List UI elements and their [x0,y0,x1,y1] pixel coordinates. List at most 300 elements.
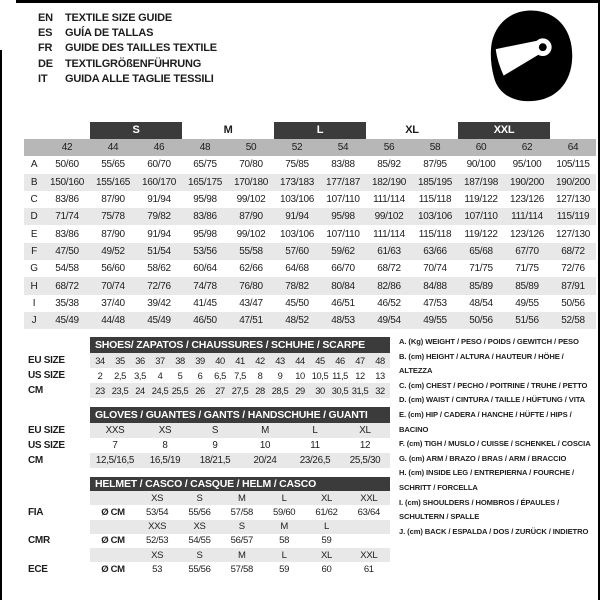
size-value: 48/54 [469,297,493,309]
size-value: 72/76 [561,263,585,275]
gloves-values [90,423,390,438]
helmet-size-label: XS [151,492,164,504]
measure-letter: A [30,159,38,171]
size-value: 6,5 [214,370,226,381]
size-value: 62/66 [239,263,263,275]
size-value: 57/60 [285,245,309,257]
size-value: 10 [259,440,271,451]
size-value: 75/78 [101,211,125,223]
size-value: 55/58 [239,245,263,257]
size-value: 83/86 [193,211,217,223]
helmet-value: 56/57 [230,535,253,547]
size-value: 35/38 [55,297,79,309]
helmet-size-label: XXL [360,492,378,504]
size-value: 55/65 [101,159,125,171]
size-value: XXS [105,425,125,436]
unit-label: Ø CM [101,535,125,547]
measure-letter: H [30,280,38,292]
size-value: 87/95 [423,159,447,171]
size-value: 37 [155,355,165,366]
size-value: 36 [135,355,145,366]
size-value: 111/114 [511,211,543,223]
size-band-row [24,121,596,139]
helmet-values [90,562,390,576]
helmet-value: 57/58 [230,563,253,575]
size-value: 82/86 [377,280,401,292]
size-value: 7,5 [234,370,246,381]
org-label: ECE [28,563,48,575]
helmet-size-label: XS [193,521,206,533]
size-value: 155/165 [95,176,131,188]
size-value: L [312,425,318,436]
size-value: 71/74 [55,211,79,223]
size-value: 65/75 [193,159,217,171]
size-value: 103/106 [279,228,315,240]
language-title: TEXTILGRÖßENFÜHRUNG [65,57,202,70]
measurement-legend [399,335,596,539]
size-value: 46 [335,355,345,366]
measure-letter: F [31,245,37,257]
helmet-size-row [28,520,390,534]
size-value: 185/195 [417,176,453,188]
helmet-value: 59 [279,563,290,575]
helmet-values [90,534,390,548]
size-value: 165/175 [187,176,223,188]
size-value: 45 [315,355,325,366]
size-value: 49/55 [515,297,539,309]
size-band-xl: XL [405,124,419,136]
legend-item: G. (cm) ARM / BRAZO / BRAS / ARM / BRACCIO [399,453,567,463]
size-row-b [24,174,596,191]
size-value: 99/102 [236,194,266,206]
size-value: 31,5 [351,385,369,396]
size-value: 127/130 [555,194,591,206]
unit-label: Ø CM [101,506,125,518]
shoes-values [90,368,390,383]
size-value: 70/80 [239,159,263,171]
size-value: 105/115 [556,159,590,171]
size-value: 2,5 [114,370,126,381]
helmet-value: 55/56 [188,506,211,518]
size-value: 46/51 [331,297,355,309]
helmet-value: 55/56 [188,563,211,575]
size-value: 91/94 [147,194,171,206]
size-value: 123/126 [509,194,545,206]
size-value: 47 [355,355,365,366]
size-row-a [24,156,596,173]
size-value: 177/187 [325,176,361,188]
size-column-header: 42 [61,142,73,154]
size-value: 83/88 [331,159,355,171]
size-value: 9 [277,370,283,381]
helmet-values [90,505,390,519]
size-row-j [24,312,596,329]
size-value: 95/98 [193,228,217,240]
size-value: 90/100 [466,159,496,171]
helmet-value: 52/53 [146,535,169,547]
gloves-title: GLOVES / GUANTES / GANTS / HANDSCHUHE / GUANTI [90,407,390,423]
size-value: 87/90 [101,228,125,240]
size-value: 107/110 [326,228,360,240]
legend-item: H. (cm) INSIDE LEG / ENTREPIERNA / FOURCHE / SCHRITT / FORCELLA [399,468,575,492]
size-value: 3,5 [134,370,146,381]
size-value: 76/80 [239,280,263,292]
size-value: 50/56 [561,297,585,309]
size-value: 47/51 [239,315,263,327]
size-value: 40 [215,355,225,366]
size-value: 24 [135,385,145,396]
size-value: 91/94 [285,211,309,223]
size-number-row [24,139,596,156]
language-code: EN [38,12,53,24]
size-value: 46/50 [193,315,217,327]
size-value: 23,5 [111,385,129,396]
gloves-row [28,438,390,453]
shoes-row [28,368,390,383]
size-value: 50/60 [55,159,79,171]
size-value: 30,5 [331,385,349,396]
legend-item: J. (cm) BACK / ESPALDA / DOS / ZURÜCK / INDIETRO [399,526,589,536]
size-value: 8 [257,370,263,381]
size-value: 53/56 [193,245,217,257]
size-value: 28 [255,385,265,396]
size-value: 27 [215,385,225,396]
legend-item: E. (cm) HIP / CADERA / HANCHE / HÜFTE / HIPS / BACINO [399,409,572,434]
helmet-value: 54/55 [188,535,211,547]
language-code: FR [38,42,53,55]
size-value: M [261,425,269,436]
size-value: 68/72 [377,263,401,275]
spacer [28,548,90,562]
size-band-m: M [223,124,233,136]
size-value: 74/78 [193,280,217,292]
language-code: ES [38,27,53,40]
size-value: 84/88 [423,280,447,292]
size-value: 190/200 [555,176,591,188]
row-label: US SIZE [28,440,65,451]
size-value: 182/190 [371,176,407,188]
size-column-header: 64 [567,142,579,154]
shoes-values [90,383,390,398]
size-value: 79/82 [147,211,171,223]
helmet-size-label: XL [320,492,332,504]
language-row [38,57,217,72]
size-value: 8 [162,440,168,451]
size-value: 24,5 [151,385,169,396]
size-value: 91/94 [147,228,171,240]
size-column-header: 52 [291,142,303,154]
size-value: 87/90 [239,211,263,223]
size-value: 66/70 [331,263,355,275]
unit-label: Ø CM [101,563,125,575]
spacer [28,337,90,353]
racing-helmet-icon [477,7,589,110]
shoes-header-row [28,337,390,353]
helmet-value-row [28,505,390,519]
helmet-size-label: L [324,521,329,533]
top-border [16,0,600,3]
size-value: 115/119 [556,211,590,223]
size-value: 70/74 [423,263,447,275]
size-value: 95/98 [193,194,217,206]
size-value: 107/110 [464,211,498,223]
size-value: 54/58 [55,263,79,275]
size-value: 107/110 [326,194,360,206]
helmet-size-label: XXL [360,549,378,561]
helmet-size-row [28,491,390,505]
size-value: 187/198 [463,176,499,188]
size-band-s: S [90,122,182,139]
size-value: 85/92 [377,159,401,171]
language-row [38,72,217,87]
measure-letter: B [30,176,38,188]
size-value: 111/114 [373,228,405,240]
size-value: 47/53 [423,297,447,309]
size-value: 99/102 [374,211,404,223]
size-column-header: 50 [245,142,257,154]
size-value: 11,5 [332,370,348,381]
spacer [28,491,90,505]
size-value: 80/84 [331,280,355,292]
size-value: 44/48 [101,315,125,327]
size-value: XS [158,425,172,436]
helmet-value: 59/60 [273,506,296,518]
measure-letter: G [30,263,38,275]
size-value: 28,5 [271,385,289,396]
size-value: 83/86 [55,228,79,240]
helmet-sizes [90,548,390,562]
size-value: 61/63 [377,245,401,257]
size-row-f [24,243,596,260]
language-title: TEXTILE SIZE GUIDE [65,12,173,24]
size-value: 34 [95,355,105,366]
size-value: 68/72 [561,245,585,257]
legend-item: C. (cm) CHEST / PECHO / POITRINE / TRUHE / PETTO [399,380,588,390]
size-value: 70/74 [101,280,125,292]
row-label: EU SIZE [28,355,65,366]
size-value: 119/122 [464,194,498,206]
size-value: 127/130 [555,228,591,240]
size-column-header: 58 [429,142,441,154]
shoes-size-table [28,337,390,398]
size-value: 4 [157,370,163,381]
size-column-header: 56 [383,142,395,154]
size-value: 71/75 [515,263,539,275]
size-value: 65/68 [469,245,493,257]
gloves-row [28,423,390,438]
helmet-size-label: M [238,549,246,561]
measure-letter: J [31,315,37,327]
org-label: CMR [28,535,50,547]
gloves-header-row [28,407,390,423]
size-value: 115/118 [418,228,452,240]
garment-size-table [24,121,596,329]
size-value: 7 [112,440,118,451]
size-value: 170/180 [233,176,269,188]
helmet-size-label: S [238,521,245,533]
row-label: CM [28,385,43,396]
size-value: 35 [115,355,125,366]
size-value: 18/21,5 [199,455,231,466]
size-value: 51/54 [147,245,171,257]
size-value: 13 [375,370,385,381]
size-column-header: 60 [475,142,487,154]
size-value: 78/82 [285,280,309,292]
size-row-e [24,225,596,242]
size-value: 45/49 [55,315,79,327]
measure-letter: E [30,228,38,240]
size-value: 56/60 [101,263,125,275]
helmet-size-label: S [196,492,203,504]
size-value: 25,5/30 [349,455,381,466]
spacer [28,407,90,423]
size-value: 49/54 [377,315,401,327]
size-row-h [24,277,596,294]
size-value: 23/26,5 [299,455,331,466]
size-value: 51/56 [515,315,539,327]
size-value: 5 [177,370,183,381]
measure-letter: D [30,211,38,223]
size-value: 87/90 [101,194,125,206]
size-value: 44 [295,355,305,366]
size-value: 45/49 [147,315,171,327]
size-value: 123/126 [509,228,545,240]
size-column-header: 54 [337,142,349,154]
gloves-row [28,453,390,468]
size-value: 64/68 [285,263,309,275]
helmet-sizes [90,491,390,505]
helmet-value: 58 [279,535,290,547]
helmet-value: 60 [321,563,332,575]
size-value: 59/62 [331,245,355,257]
size-value: 49/55 [423,315,447,327]
size-value: 43 [275,355,285,366]
size-value: 10,5 [311,370,329,381]
size-column-header: 46 [153,142,165,154]
helmet-size-label: L [281,549,287,561]
size-value: 38 [175,355,185,366]
measure-letter: I [32,297,36,309]
size-row-g [24,260,596,277]
helmet-size-label: S [196,549,203,561]
size-value: 95/100 [512,159,542,171]
size-value: 150/160 [49,176,85,188]
size-value: 190/200 [509,176,545,188]
size-value: 32 [375,385,385,396]
size-value: 43/47 [239,297,263,309]
language-row [38,11,217,26]
helmet-size-label: M [238,492,246,504]
language-row [38,41,217,56]
row-label: US SIZE [28,370,65,381]
size-value: 39/42 [147,297,171,309]
helmet-sizes [90,520,390,534]
row-label: EU SIZE [28,425,65,436]
size-value: 37/40 [101,297,125,309]
size-value: 27,5 [231,385,249,396]
size-value: 115/118 [418,194,452,206]
size-value: 48 [375,355,385,366]
language-code: DE [38,57,53,70]
shoes-values [90,353,390,368]
language-row [38,26,217,41]
size-value: 12 [359,440,371,451]
shoes-title: SHOES/ ZAPATOS / CHAUSSURES / SCHUHE / SCARPE [90,337,390,353]
size-row-d [24,208,596,225]
size-value: 63/66 [423,245,447,257]
size-value: 103/106 [417,211,453,223]
size-value: 10 [295,370,305,381]
size-value: 23 [95,385,105,396]
helmet-size-label: XS [151,549,164,561]
size-value: 58/62 [147,263,171,275]
size-value: S [211,425,219,436]
language-title: GUÍA DE TALLAS [65,27,154,40]
size-value: 99/102 [236,228,266,240]
size-value: 60/64 [193,263,217,275]
size-value: 11 [310,440,320,451]
legend-item: F. (cm) TIGH / MUSLO / CUISSE / SCHENKEL / COSCIA [399,439,591,449]
language-title: GUIDE DES TAILLES TEXTILE [65,42,217,55]
size-value: 50/56 [469,315,493,327]
size-value: 160/170 [141,176,177,188]
size-value: 42 [255,355,265,366]
helmet-value-row [28,562,390,576]
helmet-title: HELMET / CASCO / CASQUE / HELM / CASCO [90,477,390,491]
helmet-header-row [28,477,390,491]
size-value: 60/70 [147,159,171,171]
legend-item: I. (cm) SHOULDERS / HOMBROS / ÉPAULES / SCHULTERN / SPALLE [399,497,560,522]
shoes-row [28,383,390,398]
size-column-header: 44 [107,142,119,154]
size-row-c [24,191,596,208]
size-value: 2 [97,370,103,381]
helmet-value: 61 [363,563,374,575]
size-value: 68/72 [55,280,79,292]
size-value: 111/114 [373,194,405,206]
helmet-value: 53/54 [146,506,169,518]
size-row-i [24,295,596,312]
size-value: 12,5/16,5 [95,455,135,466]
helmet-value-row [28,534,390,548]
size-value: 41/45 [193,297,217,309]
size-value: 30 [315,385,325,396]
helmet-value: 61/62 [315,506,338,518]
size-value: 47/50 [55,245,79,257]
size-value: 6 [197,370,203,381]
size-value: 173/183 [279,176,315,188]
size-value: 72/76 [147,280,171,292]
size-value: 67/70 [515,245,539,257]
size-band-l: L [274,122,366,139]
measure-letter: C [30,194,38,206]
size-value: 41 [235,355,245,366]
helmet-value: 59 [321,535,332,547]
language-title-block [38,11,217,87]
size-value: 52/58 [561,315,585,327]
size-value: 71/75 [469,263,493,275]
helmet-size-label: L [281,492,287,504]
helmet-size-label: M [280,521,288,533]
size-value: 39 [195,355,205,366]
size-value: 83/86 [55,194,79,206]
size-value: 85/89 [469,280,493,292]
gloves-values [90,438,390,453]
language-title: GUIDA ALLE TAGLIE TESSILI [65,72,214,85]
left-border [0,50,2,600]
language-code: IT [38,72,48,85]
gloves-size-table [28,407,390,468]
